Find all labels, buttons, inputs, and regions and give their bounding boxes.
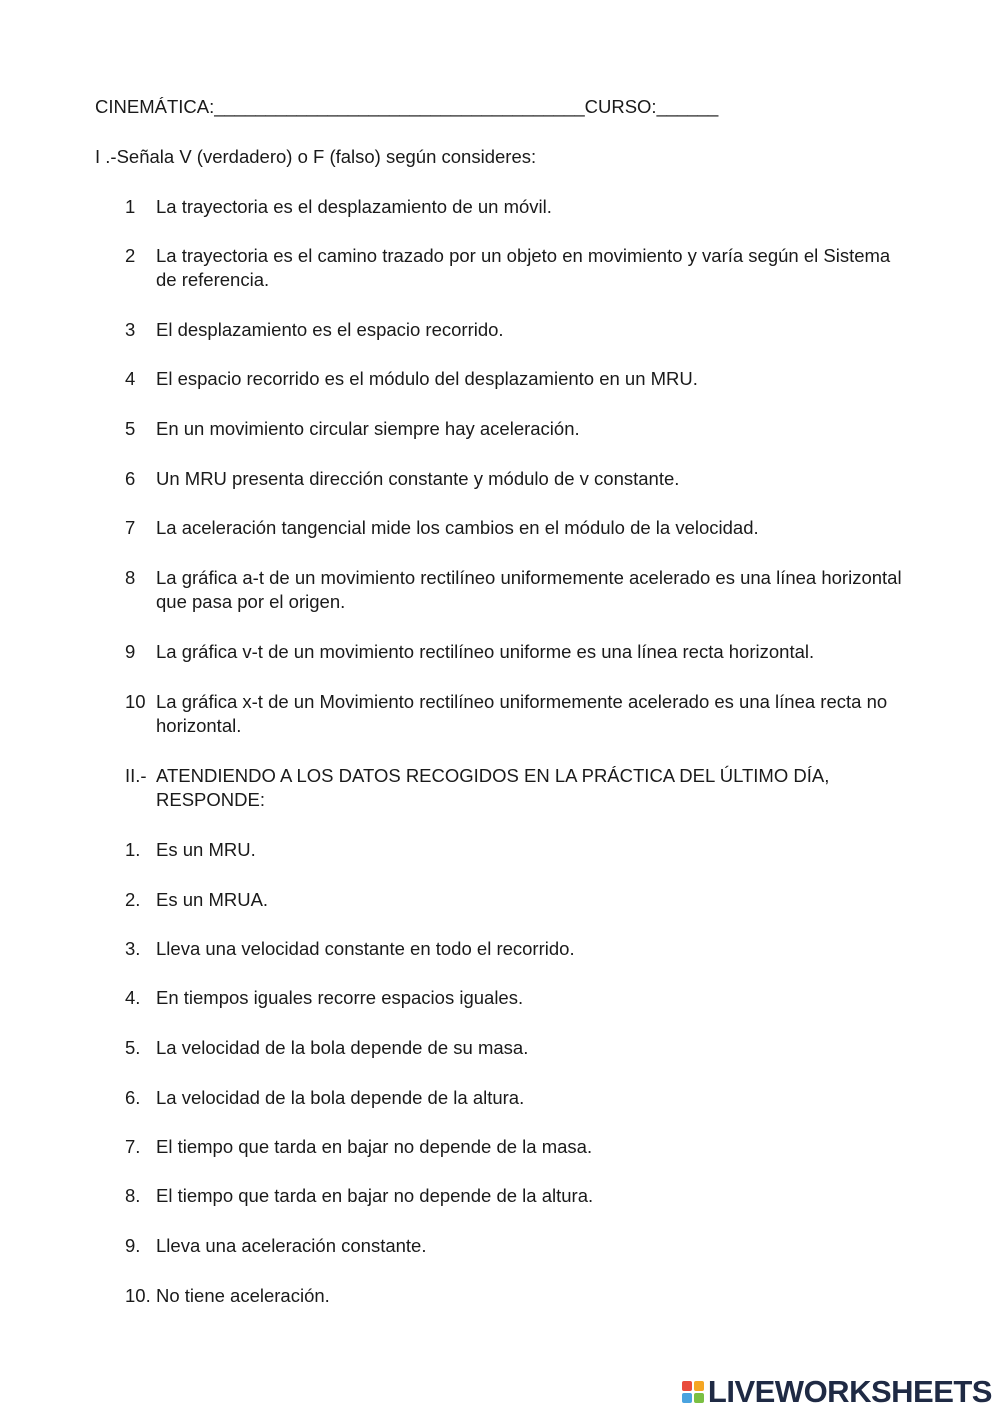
- item-text: Un MRU presenta dirección constante y módulo de v constante.: [156, 468, 680, 489]
- item-number: 6: [125, 468, 136, 489]
- item-text: Lleva una velocidad constante en todo el recorrido.: [156, 938, 575, 959]
- item-number: 10: [125, 691, 146, 712]
- logo-text: LIVEWORKSHEETS: [707, 1374, 992, 1409]
- section-2-heading: ATENDIENDO A LOS DATOS RECOGIDOS EN LA PRÁCTICA DEL ÚLTIMO DÍA, RESPONDE:: [156, 765, 830, 810]
- liveworksheets-logo-icon: [682, 1381, 704, 1403]
- item-text: Es un MRU.: [156, 839, 256, 860]
- item-text: No tiene aceleración.: [156, 1285, 330, 1306]
- item-number: 9.: [125, 1235, 141, 1256]
- item-text: En tiempos iguales recorre espacios iguales.: [156, 987, 524, 1008]
- item-text: La trayectoria es el desplazamiento de un móvil.: [156, 196, 552, 217]
- section-1-heading: I .-Señala V (verdadero) o F (falso) según consideres:: [95, 146, 537, 167]
- section-2-number: II.-: [125, 765, 147, 786]
- item-number: 8: [125, 567, 136, 588]
- item-text: La velocidad de la bola depende de la altura.: [156, 1087, 525, 1108]
- item-number: 7: [125, 517, 136, 538]
- worksheet-title: CINEMÁTICA:____________________________________CURSO:______: [95, 96, 719, 117]
- item-text: La aceleración tangencial mide los cambios en el módulo de la velocidad.: [156, 517, 759, 538]
- item-text: El desplazamiento es el espacio recorrido.: [156, 319, 504, 340]
- item-number: 3.: [125, 938, 141, 959]
- item-text: Es un MRUA.: [156, 889, 269, 910]
- item-number: 1: [125, 196, 136, 217]
- item-number: 1.: [125, 839, 141, 860]
- item-text: La gráfica a-t de un movimiento rectilíneo uniformemente acelerado es una línea horizontal que pasa por el origen.: [156, 567, 902, 612]
- item-text: En un movimiento circular siempre hay aceleración.: [156, 418, 580, 439]
- item-number: 8.: [125, 1185, 141, 1206]
- item-text: El espacio recorrido es el módulo del desplazamiento en un MRU.: [156, 368, 698, 389]
- item-number: 4: [125, 368, 136, 389]
- item-text: La gráfica x-t de un Movimiento rectilíneo uniformemente acelerado es una línea recta no horizontal.: [156, 691, 888, 736]
- item-number: 2: [125, 245, 136, 266]
- item-text: El tiempo que tarda en bajar no depende de la masa.: [156, 1136, 593, 1157]
- item-text: Lleva una aceleración constante.: [156, 1235, 427, 1256]
- item-number: 5: [125, 418, 136, 439]
- item-text: La trayectoria es el camino trazado por un objeto en movimiento y varía según el Sistema de referencia.: [156, 245, 891, 290]
- item-text: El tiempo que tarda en bajar no depende de la altura.: [156, 1185, 594, 1206]
- item-number: 4.: [125, 987, 141, 1008]
- item-text: La velocidad de la bola depende de su masa.: [156, 1037, 529, 1058]
- item-number: 7.: [125, 1136, 141, 1157]
- item-number: 5.: [125, 1037, 141, 1058]
- item-number: 3: [125, 319, 136, 340]
- liveworksheets-logo[interactable]: [682, 1375, 992, 1409]
- item-text: La gráfica v-t de un movimiento rectilíneo uniforme es una línea recta horizontal.: [156, 641, 815, 662]
- item-number: 6.: [125, 1087, 141, 1108]
- item-number: 9: [125, 641, 136, 662]
- item-number: 2.: [125, 889, 141, 910]
- item-number: 10.: [125, 1285, 151, 1306]
